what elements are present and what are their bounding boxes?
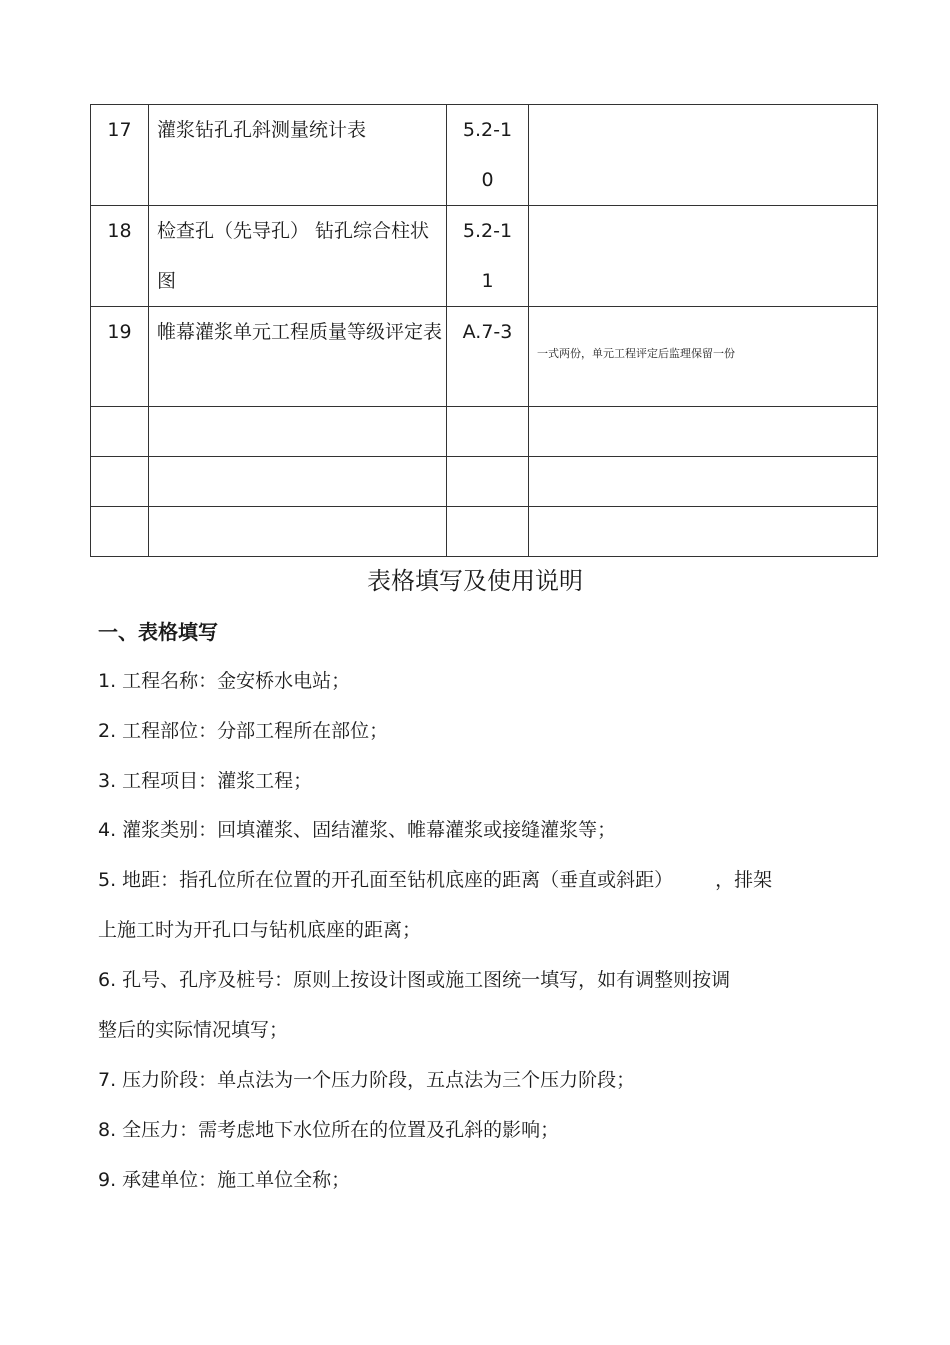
- row-number: 17: [91, 105, 149, 206]
- table-row: [91, 206, 878, 307]
- form-note: [529, 407, 878, 457]
- instruction-line-6-continued: 整后的实际情况填写；: [98, 1019, 289, 1041]
- form-name: 帷幕灌浆单元工程质量等级评定表: [149, 307, 447, 407]
- form-note: [529, 105, 878, 206]
- form-list-table: [90, 104, 878, 557]
- section-title: 一、表格填写: [98, 620, 218, 644]
- form-code: 5.2-11: [447, 206, 529, 307]
- instruction-line-2: 2. 工程部位：分部工程所在部位；: [98, 720, 389, 742]
- instruction-line-5-continued: 上施工时为开孔口与钻机底座的距离；: [98, 919, 422, 941]
- form-name: [149, 407, 447, 457]
- instruction-line-5-tail: ，排架: [715, 869, 773, 891]
- form-code: [447, 457, 529, 507]
- instruction-line-6: 6. 孔号、孔序及桩号：原则上按设计图或施工图统一填写，如有调整则按调: [98, 969, 731, 991]
- form-name: [149, 457, 447, 507]
- instruction-line-4: 4. 灌浆类别：回填灌浆、固结灌浆、帷幕灌浆或接缝灌浆等；: [98, 819, 617, 841]
- instruction-line-7: 7. 压力阶段：单点法为一个压力阶段，五点法为三个压力阶段；: [98, 1069, 636, 1091]
- form-code: A.7-3: [447, 307, 529, 407]
- instruction-line-8: 8. 全压力：需考虑地下水位所在的位置及孔斜的影响；: [98, 1119, 560, 1141]
- form-name: 检查孔（先导孔） 钻孔综合柱状图: [149, 206, 447, 307]
- form-note: [529, 507, 878, 557]
- instruction-line-5-text: 5. 地距：指孔位所在位置的开孔面至钻机底座的距离（垂直或斜距）: [98, 869, 674, 891]
- table-row: [91, 407, 878, 457]
- table-row: [91, 105, 878, 206]
- form-name: 灌浆钻孔孔斜测量统计表: [149, 105, 447, 206]
- table-row: [91, 307, 878, 407]
- row-number: [91, 457, 149, 507]
- document-heading: 表格填写及使用说明: [367, 567, 583, 595]
- form-note-text: 一式两份，单元工程评定后监理保留一份: [537, 347, 735, 360]
- instruction-line-9: 9. 承建单位：施工单位全称；: [98, 1169, 351, 1191]
- table-row: [91, 457, 878, 507]
- instruction-line-1: 1. 工程名称：金安桥水电站；: [98, 670, 351, 692]
- form-code: 5.2-10: [447, 105, 529, 206]
- table-row: [91, 507, 878, 557]
- form-code: [447, 507, 529, 557]
- form-name: [149, 507, 447, 557]
- form-note: [529, 307, 878, 407]
- form-note: [529, 206, 878, 307]
- row-number: 18: [91, 206, 149, 307]
- instruction-line-3: 3. 工程项目：灌浆工程；: [98, 770, 313, 792]
- row-number: 19: [91, 307, 149, 407]
- form-code: [447, 407, 529, 457]
- row-number: [91, 507, 149, 557]
- instruction-line-5: [98, 862, 772, 898]
- row-number: [91, 407, 149, 457]
- form-note: [529, 457, 878, 507]
